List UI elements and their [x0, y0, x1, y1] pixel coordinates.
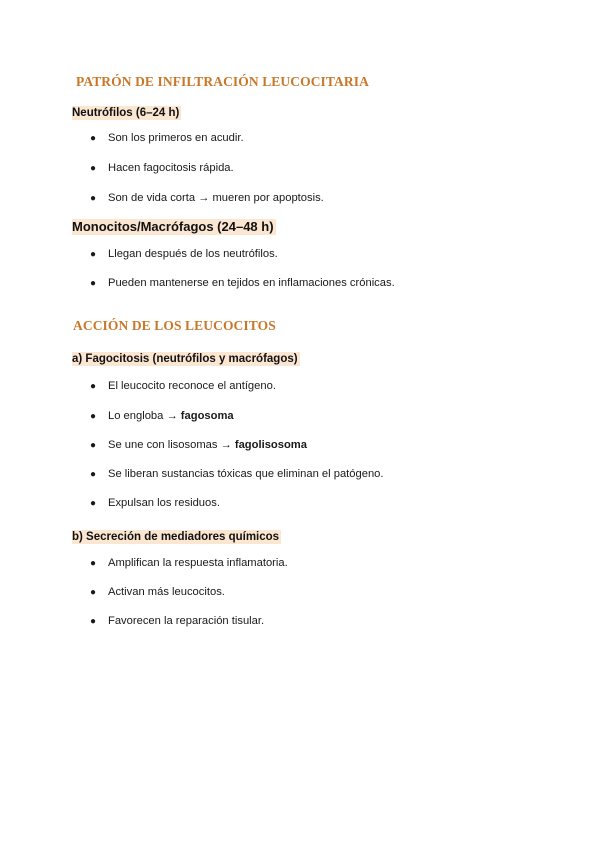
- section-title-infiltracion: PATRÓN DE INFILTRACIÓN LEUCOCITARIA: [76, 74, 369, 89]
- section-title-accion: ACCIÓN DE LOS LEUCOCITOS: [73, 318, 276, 333]
- bullet-icon: ●: [90, 558, 97, 569]
- heading-neutrofilos: Neutrófilos (6–24 h): [72, 107, 180, 119]
- bullet-icon: ●: [90, 469, 97, 480]
- heading-secrecion: b) Secreción de mediadores químicos: [72, 531, 280, 543]
- list-item: ● Se une con lisosomas → fagolisosoma: [90, 439, 307, 451]
- bullet-icon: ●: [90, 587, 97, 598]
- heading-monocitos: Monocitos/Macrófagos (24–48 h): [72, 219, 274, 234]
- bullet-icon: ●: [90, 498, 97, 509]
- list-item: ● Pueden mantenerse en tejidos en inflamaciones crónicas.: [90, 277, 395, 289]
- list-item: ● Son los primeros en acudir.: [90, 132, 244, 144]
- bullet-icon: ●: [90, 133, 97, 144]
- list-item: ● Activan más leucocitos.: [90, 586, 225, 598]
- list-item: ● Hacen fagocitosis rápida.: [90, 162, 234, 174]
- list-item: ● El leucocito reconoce el antígeno.: [90, 380, 276, 392]
- list-item: ● Se liberan sustancias tóxicas que eliminan el patógeno.: [90, 468, 384, 480]
- list-item: ● Son de vida corta → mueren por apoptosis.: [90, 192, 324, 204]
- list-item: ● Favorecen la reparación tisular.: [90, 615, 265, 627]
- list-item: ● Amplifican la respuesta inflamatoria.: [90, 557, 288, 569]
- list-item: ● Lo engloba → fagosoma: [90, 410, 234, 422]
- list-item: ● Llegan después de los neutrófilos.: [90, 248, 278, 260]
- list-item: ● Expulsan los residuos.: [90, 497, 220, 509]
- bullet-icon: ●: [90, 381, 97, 392]
- bullet-icon: ●: [90, 249, 97, 260]
- bullet-icon: ●: [90, 411, 97, 422]
- bullet-icon: ●: [90, 278, 97, 289]
- heading-fagocitosis: a) Fagocitosis (neutrófilos y macrófagos): [72, 353, 298, 365]
- bullet-icon: ●: [90, 163, 97, 174]
- bullet-icon: ●: [90, 616, 97, 627]
- term-fagolisosoma: fagolisosoma: [234, 439, 307, 451]
- bullet-icon: ●: [90, 440, 97, 451]
- bullet-icon: ●: [90, 193, 97, 204]
- term-fagosoma: fagosoma: [180, 410, 234, 422]
